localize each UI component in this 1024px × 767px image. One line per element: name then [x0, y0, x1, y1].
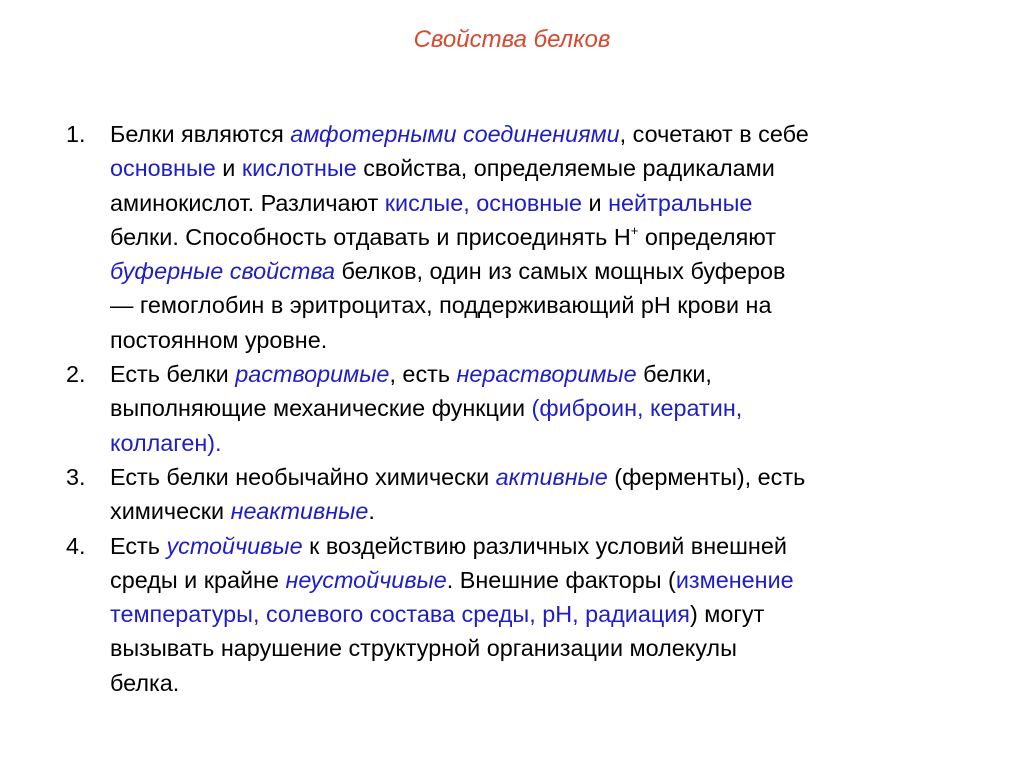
text-line	[110, 151, 952, 185]
text-segment: выполняющие механические функции	[110, 395, 532, 422]
text-segment: Есть белки необычайно химически	[110, 463, 496, 490]
text-segment: (ферменты), есть	[607, 463, 806, 490]
item-number: 4.	[66, 532, 86, 559]
text-segment: +	[630, 223, 639, 239]
text-line	[110, 529, 952, 563]
highlighted-term: амфотерными соединениями	[290, 121, 620, 147]
item-number: 2.	[66, 361, 86, 388]
highlighted-term: основные	[110, 155, 216, 182]
text-segment: Есть	[110, 532, 167, 559]
text-line	[110, 220, 952, 254]
text-segment: , сочетают в себе	[619, 121, 809, 147]
text-line	[110, 460, 952, 494]
item-number: 1.	[66, 121, 86, 147]
text-line	[110, 563, 952, 597]
text-line	[110, 323, 952, 357]
text-segment: белка.	[110, 669, 180, 696]
text-line	[110, 597, 952, 631]
list-item	[62, 117, 952, 357]
slide-title: Свойства белков	[413, 26, 611, 53]
text-segment: вызывать нарушение структурной организации молекулы	[110, 635, 737, 662]
text-segment: белков, один из самых мощных буферов	[335, 258, 786, 285]
highlighted-term: буферные свойства	[110, 258, 336, 285]
text-segment: .	[368, 498, 375, 525]
text-segment: белки. Способность отдавать и присоединять Н	[110, 223, 631, 250]
highlighted-term: изменение	[675, 566, 794, 593]
text-line	[110, 494, 952, 528]
text-segment: и	[215, 155, 242, 182]
highlighted-term: неактивные	[230, 498, 369, 525]
highlighted-term: активные	[495, 463, 608, 490]
text-segment: к воздействию различных условий внешней	[302, 532, 787, 559]
text-segment: Белки являются	[110, 121, 291, 147]
highlighted-term: растворимые	[235, 361, 390, 388]
text-segment: — гемоглобин в эритроцитах, поддерживающий рН крови на	[110, 292, 772, 319]
text-segment: постоянном уровне.	[110, 326, 328, 353]
highlighted-term: кислотные	[241, 155, 357, 182]
highlighted-term: температуры, солевого состава среды, рН, радиация	[110, 601, 690, 628]
highlighted-term: (фиброин, кератин,	[531, 395, 743, 422]
item-number: 3.	[66, 463, 86, 490]
text-segment: . Внешние факторы (	[446, 566, 676, 593]
text-segment: аминокислот. Различают	[110, 189, 385, 216]
text-line	[110, 426, 952, 460]
list-item	[62, 529, 952, 700]
text-segment: и	[582, 189, 609, 216]
text-line	[110, 288, 952, 322]
text-segment: ) могут	[689, 601, 765, 628]
text-line	[110, 666, 952, 700]
highlighted-term: коллаген).	[110, 429, 222, 456]
text-line	[110, 631, 952, 665]
list-item	[62, 357, 952, 460]
highlighted-term: кислые, основные	[384, 189, 583, 216]
text-segment: Есть белки	[110, 361, 236, 388]
text-segment: химически	[110, 498, 231, 525]
text-segment: белки,	[636, 361, 712, 388]
text-segment: свойства, определяемые радикалами	[356, 155, 775, 182]
text-line	[110, 254, 952, 288]
text-segment: среды и крайне	[110, 566, 286, 593]
highlighted-term: нерастворимые	[456, 361, 637, 388]
properties-list	[62, 117, 952, 700]
highlighted-term: нейтральные	[608, 189, 753, 216]
list-item	[62, 460, 952, 529]
text-line	[110, 391, 952, 425]
text-line	[110, 186, 952, 220]
text-line	[110, 117, 952, 151]
text-segment: , есть	[389, 361, 457, 388]
text-line	[110, 357, 952, 391]
highlighted-term: устойчивые	[166, 532, 303, 559]
text-segment: определяют	[638, 223, 776, 250]
highlighted-term: неустойчивые	[285, 566, 447, 593]
